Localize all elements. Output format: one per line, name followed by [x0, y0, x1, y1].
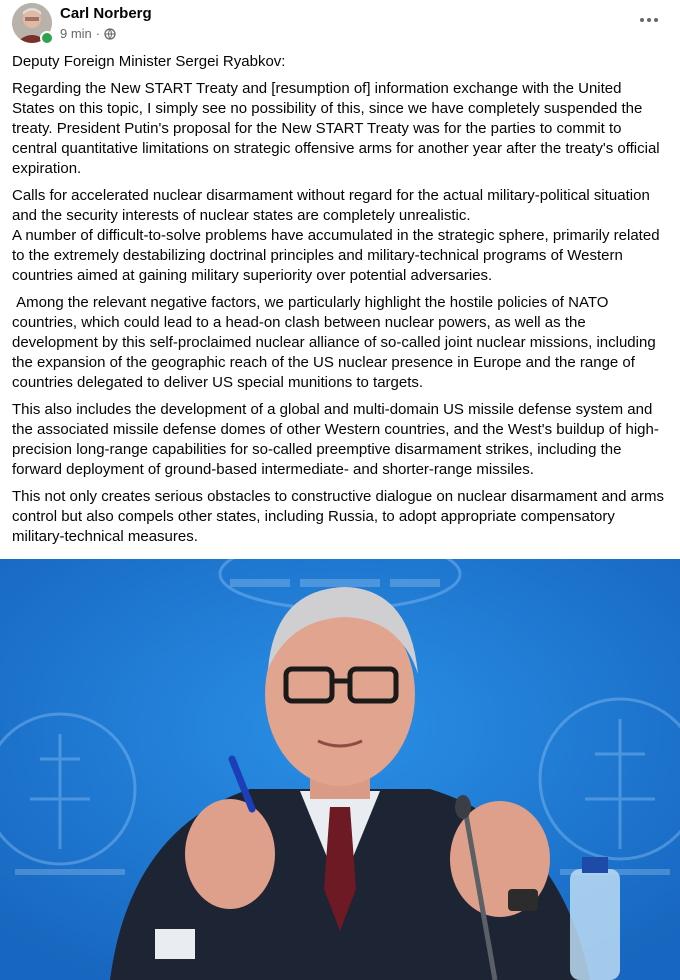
- meta-separator: ·: [95, 26, 101, 41]
- post-text: [12, 52, 668, 554]
- post-paragraph: Regarding the New START Treaty and [resumption of] information exchange with the United States on this topic, I simply see no possibility of this, since we have completely suspended the treaty. President Putin's proposal for the New START Treaty was for the parties to commit to central quantitative limitations on strategic offensive arms for another year after the treaty's official expiration.: [12, 80, 664, 177]
- globe-icon[interactable]: [104, 28, 116, 40]
- post-header: [0, 0, 680, 48]
- author-name[interactable]: Carl Norberg: [60, 5, 152, 22]
- more-dots-icon[interactable]: [638, 12, 660, 28]
- post-paragraph: Deputy Foreign Minister Sergei Ryabkov:: [12, 53, 286, 70]
- post-time[interactable]: 9 min: [60, 26, 92, 41]
- post-paragraph: This also includes the development of a global and multi-domain US missile defense system and the associated missile defense domes of other Western countries, and the West's buildup of high-precision long-range capabilities for so-called preemptive disarmament strikes, including the forward deployment of ground-based intermediate- and shorter-range missiles.: [12, 401, 659, 478]
- post-meta: [60, 26, 116, 41]
- post-paragraph: Among the relevant negative factors, we particularly highlight the hostile policies of NATO countries, which could lead to a head-on clash between nuclear powers, as well as the development by this self-proclaimed nuclear alliance of so-called joint nuclear missions, including the expansion of the geographic reach of the US nuclear presence in Europe and the range of countries delegated to deliver US special munitions to targets.: [12, 294, 660, 391]
- post-paragraph: This not only creates serious obstacles to constructive dialogue on nuclear disarmament and arms control but also compels other states, including Russia, to adopt appropriate compensatory military-technical measures.: [12, 488, 669, 545]
- online-status-indicator: [40, 31, 54, 45]
- post-paragraph: Calls for accelerated nuclear disarmament without regard for the actual military-political situation and the security interests of nuclear states are completely unrealistic. A number of difficult-to-solve problems have accumulated in the strategic sphere, primarily related to the extremely destabilizing doctrinal principles and military-technical programs of Western countries aimed at gaining military superiority over potential adversaries.: [12, 187, 660, 284]
- post-photo[interactable]: [0, 559, 680, 980]
